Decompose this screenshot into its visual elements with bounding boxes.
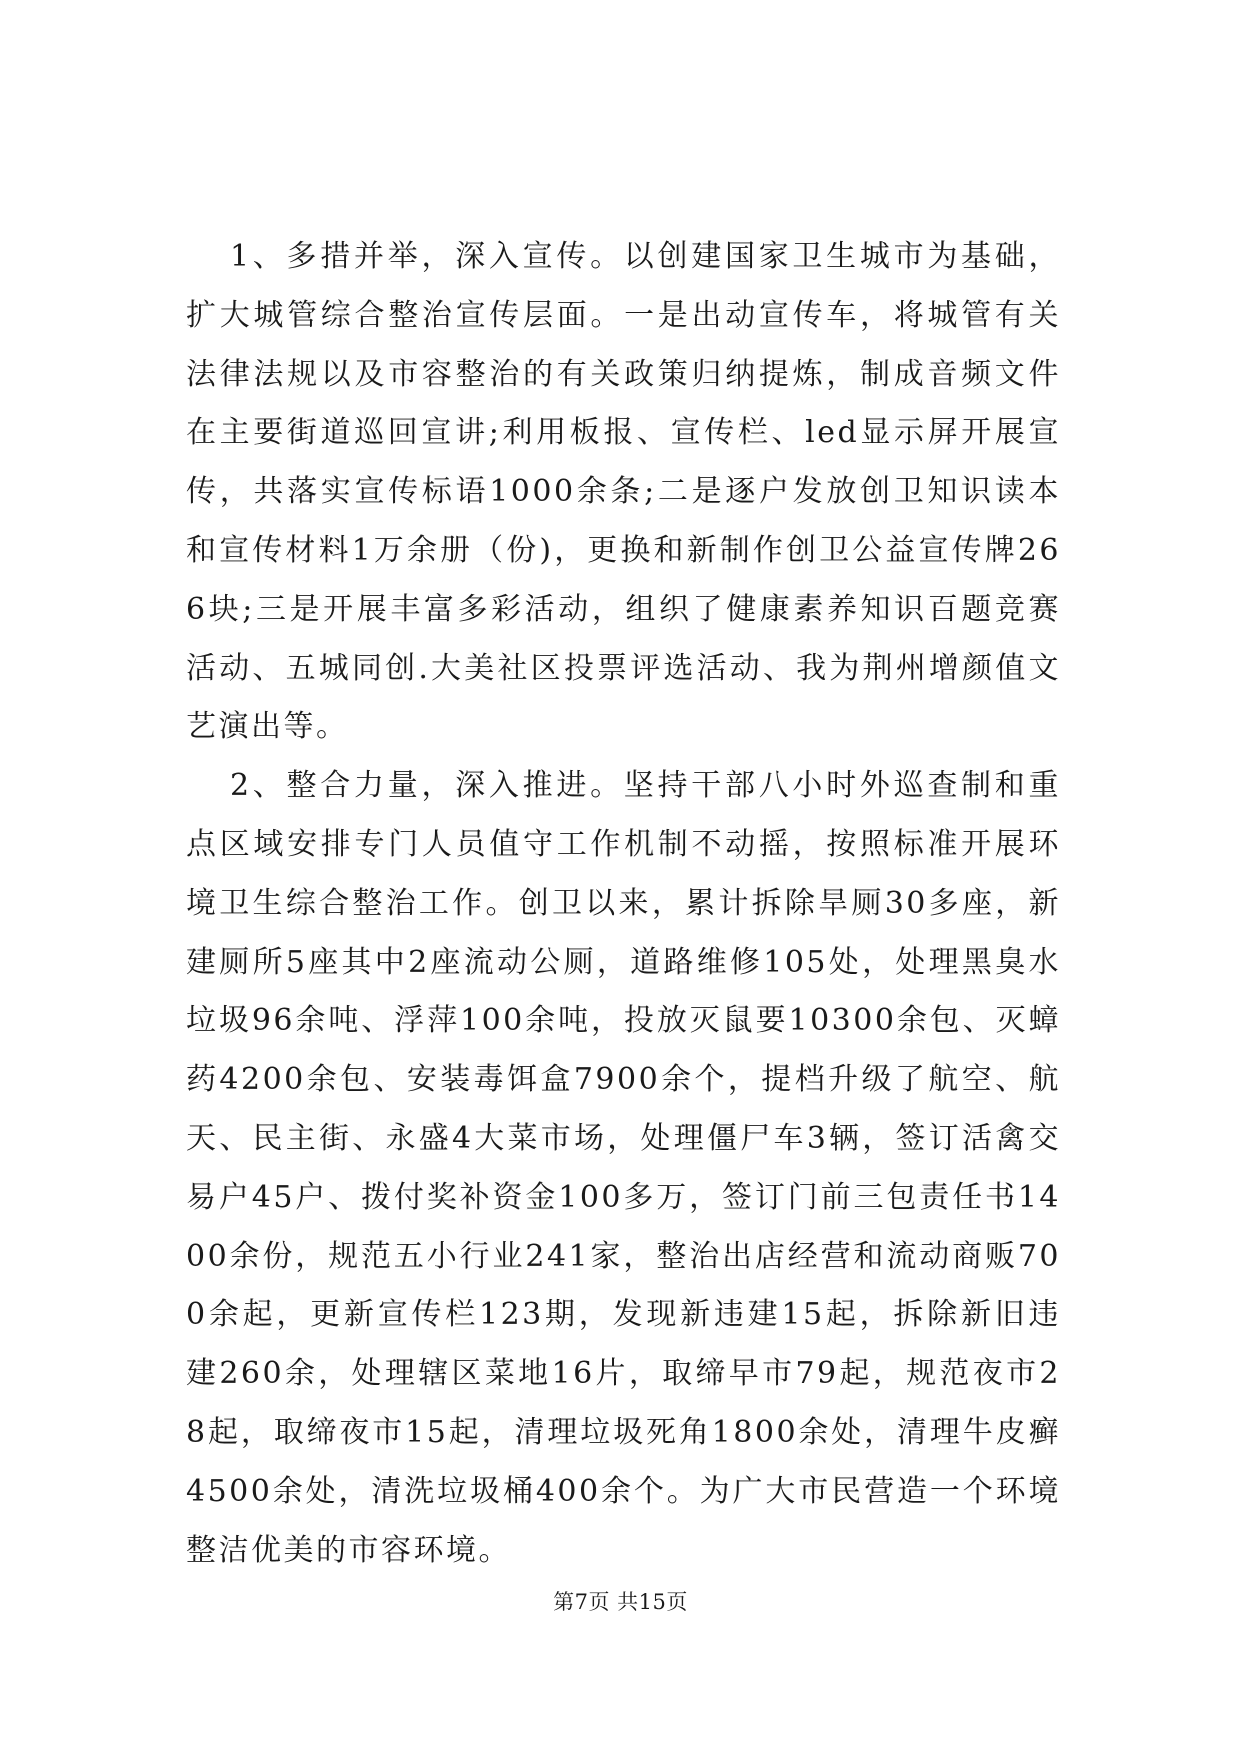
document-body [186, 228, 1061, 1580]
paragraph-2: 2、整合力量，深入推进。坚持干部八小时外巡查制和重点区域安排专门人员值守工作机制不动摇，按照标准开展环境卫生综合整治工作。创卫以来，累计拆除旱厕30多座，新建厕所5座其中2座流动公厕，道路维修105处，处理黑臭水垃圾96余吨、浮萍100余吨，投放灭鼠要10300余包、灭蟑药4200余包、安装毒饵盒7900余个，提档升级了航空、航天、民主街、永盛4大菜市场，处理僵尸车3辆，签订活禽交易户45户、拨付奖补资金100多万，签订门前三包责任书1400余份，规范五小行业241家，整治出店经营和流动商贩700余起，更新宣传栏123期，发现新违建15起，拆除新旧违建260余，处理辖区菜地16片，取缔早市79起，规范夜市28起，取缔夜市15起，清理垃圾死角1800余处，清理牛皮癣4500余处，清洗垃圾桶400余个。为广大市民营造一个环境整洁优美的市容环境。 [186, 768, 1061, 1568]
paragraph-1: 1、多措并举，深入宣传。以创建国家卫生城市为基础，扩大城管综合整治宣传层面。一是出动宣传车，将城管有关法律法规以及市容整治的有关政策归纳提炼，制成音频文件在主要街道巡回宣讲;利用板报、宣传栏、led显示屏开展宣传，共落实宣传标语1000余条;二是逐户发放创卫知识读本和宣传材料1万余册（份)，更换和新制作创卫公益宣传牌266块;三是开展丰富多彩活动，组织了健康素养知识百题竞赛活动、五城同创.大美社区投票评选活动、我为荆州增颜值文艺演出等。 [186, 239, 1061, 745]
page-number-footer: 第7页 共15页 [553, 1590, 688, 1614]
